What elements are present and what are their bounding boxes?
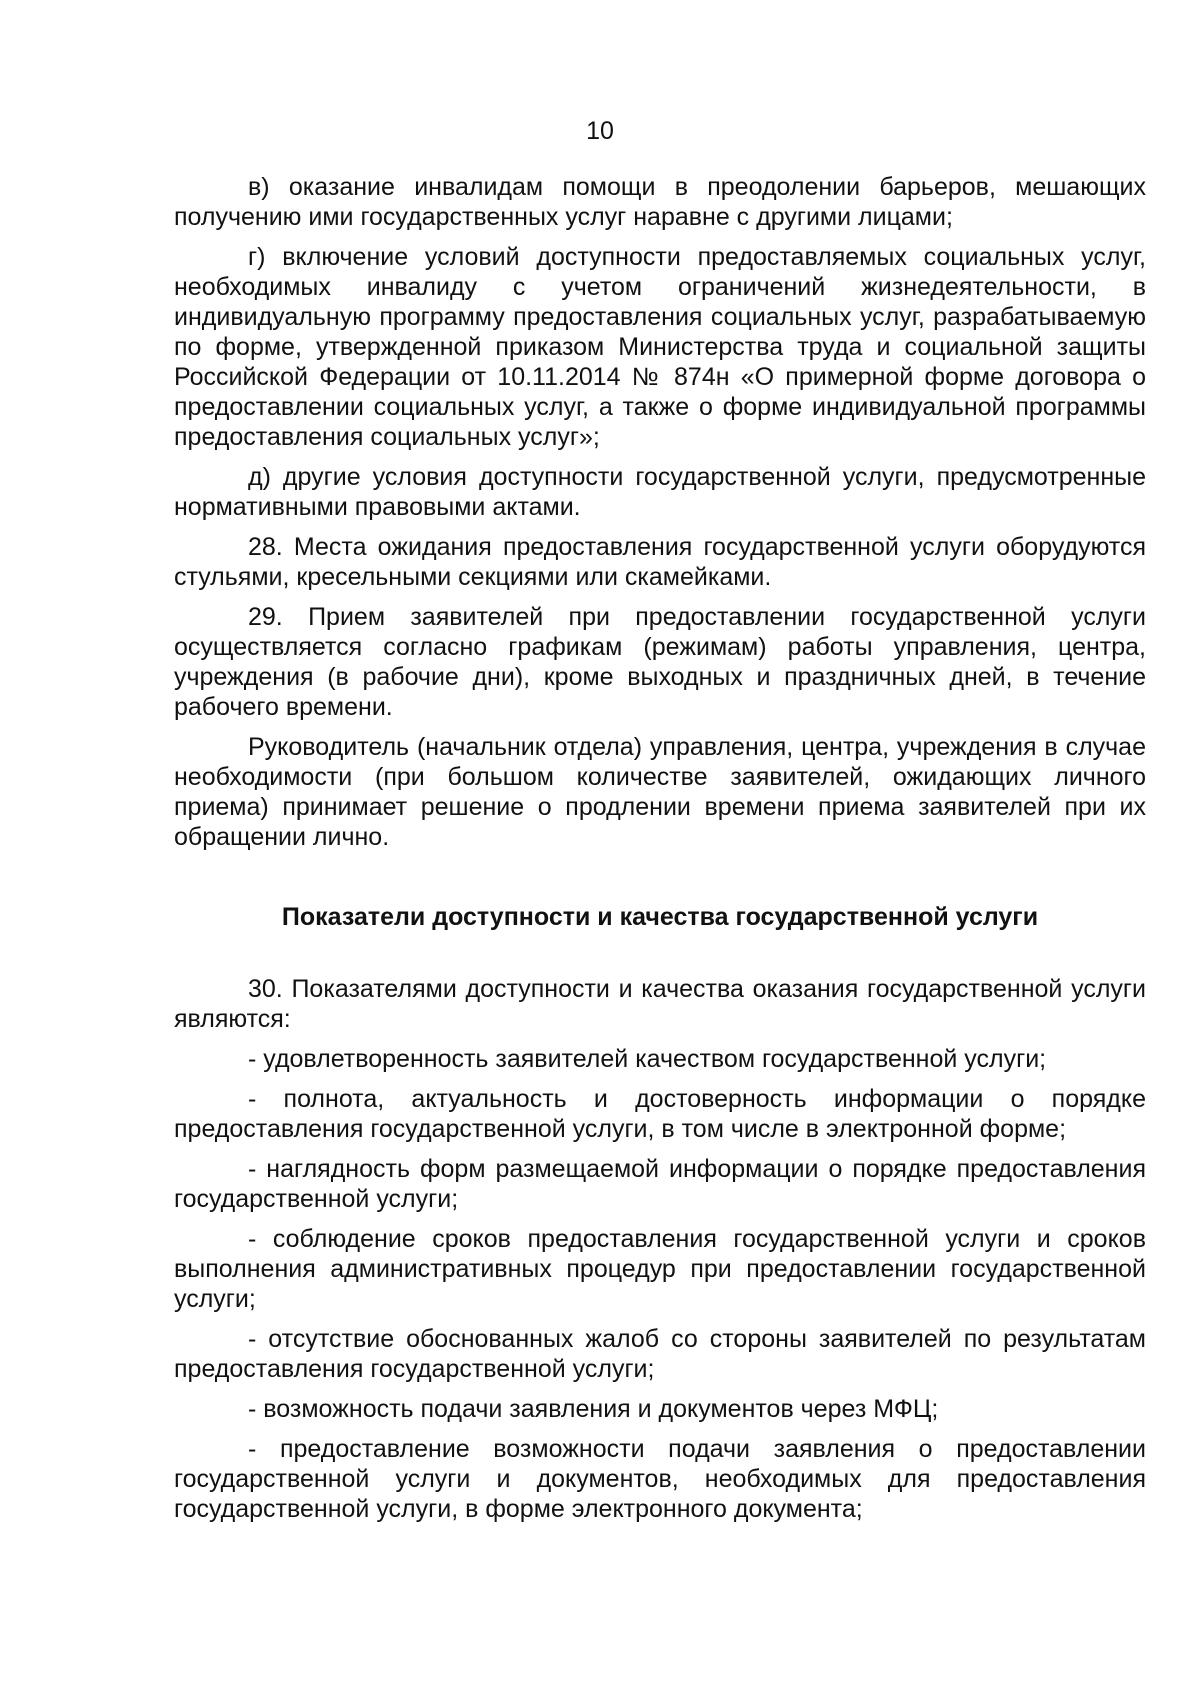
paragraph-28: 28. Места ожидания предоставления государственной услуги оборудуются стульями, кресельными секциями или скамейками.	[174, 533, 1146, 591]
paragraph-30: 30. Показателями доступности и качества оказания государственной услуги являются:	[174, 975, 1146, 1033]
paragraph-item-d: д) другие условия доступности государственной услуги, предусмотренные нормативными правовыми актами.	[174, 463, 1146, 521]
paragraph-29-continued: Руководитель (начальник отдела) управления, центра, учреждения в случае необходимости (при большом количестве заявителей, ожидающих личного приема) принимает решение о продлении времени приема заявителей при их обращении лично.	[174, 733, 1146, 851]
page-number: 10	[586, 117, 614, 145]
document-body	[174, 172, 1146, 1534]
list-item: - отсутствие обоснованных жалоб со стороны заявителей по результатам предоставления государственной услуги;	[174, 1325, 1146, 1383]
paragraph-29: 29. Прием заявителей при предоставлении государственной услуги осуществляется согласно графикам (режимам) работы управления, центра, учреждения (в рабочие дни), кроме выходных и праздничных дней, в течение рабочего времени.	[174, 603, 1146, 721]
list-item: - наглядность форм размещаемой информации о порядке предоставления государственной услуги;	[174, 1155, 1146, 1213]
paragraph-item-g: г) включение условий доступности предоставляемых социальных услуг, необходимых инвалиду с учетом ограничений жизнедеятельности, в индивидуальную программу предоставления социальных услуг, разрабатываемую по форме, утвержденной приказом Министерства труда и социальной защиты Российской Федерации от 10.11.2014 № 874н «О примерной форме договора о предоставлении социальных услуг, а также о форме индивидуальной программы предоставления социальных услуг»;	[174, 243, 1146, 451]
list-item: - возможность подачи заявления и документов через МФЦ;	[248, 1395, 939, 1423]
list-item: - полнота, актуальность и достоверность информации о порядке предоставления государственной услуги, в том числе в электронной форме;	[174, 1085, 1146, 1143]
list-item: - предоставление возможности подачи заявления о предоставлении государственной услуги и документов, необходимых для предоставления государственной услуги, в форме электронного документа;	[174, 1435, 1146, 1523]
paragraph-item-v: в) оказание инвалидам помощи в преодолении барьеров, мешающих получению ими государственных услуг наравне с другими лицами;	[174, 173, 1146, 231]
list-item: - удовлетворенность заявителей качеством государственной услуги;	[248, 1045, 1047, 1073]
list-item: - соблюдение сроков предоставления государственной услуги и сроков выполнения административных процедур при предоставлении государственной услуги;	[174, 1225, 1146, 1313]
section-heading: Показатели доступности и качества государственной услуги	[281, 903, 1039, 931]
